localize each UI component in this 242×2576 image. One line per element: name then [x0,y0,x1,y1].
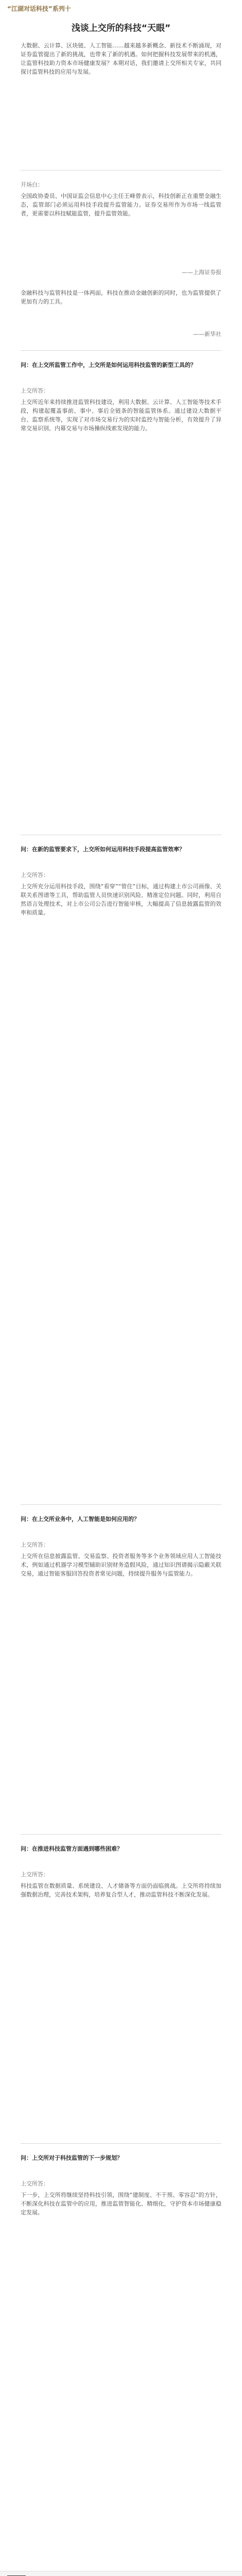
question-5: 问：上交所对于科技监管的下一步规划？ [21,2155,123,2161]
answer-2: 上交所充分运用科技手段，围绕“看穿”“管住”目标，通过构建上市公司画像、关联关系图谱等工具，帮助监管人员快速识别风险、精准定位问题。同时，利用自然语言处理技术，对上市公司公告进行智能审核，大幅提高了信息披露监管的效率和质量。 [21,883,221,916]
preface-signature-2: ——新华社 [193,331,221,337]
divider [21,2143,221,2144]
preface-paragraph-2: 金融科技与监管科技是一体两面，科技在推动金融创新的同时，也为监管提供了更加有力的工具。 [21,290,221,305]
series-tag: “江湖对话科技”系列十 [7,5,71,12]
divider [21,350,221,351]
answer-label: 上交所答： [21,1541,49,1548]
answer-3: 上交所在信息披露监管、交易监察、投资者服务等多个业务领域应用人工智能技术，例如通过机器学习模型辅助识别财务造假风险，通过知识图谱揭示隐蔽关联交易，通过智能客服回答投资者常见问题，持续提升服务与监管能力。 [21,1553,221,1577]
answer-label: 上交所答： [21,2180,49,2187]
page-title: 浅谈上交所的科技“天眼” [71,23,171,33]
divider [21,1834,221,1835]
divider [21,1504,221,1505]
divider [21,170,221,171]
answer-label: 上交所答： [21,1871,49,1878]
answer-label: 上交所答： [21,387,49,394]
preface-signature: ——上海证券报 [182,269,221,276]
preface-label: 开场白： [21,181,43,188]
question-2: 问：在新的监管要求下，上交所如何运用科技手段提高监管效率？ [21,846,185,853]
answer-label: 上交所答： [21,872,49,878]
footer-bar [0,2571,242,2576]
question-4: 问：在推进科技监管方面遇到哪些困难？ [21,1845,123,1852]
question-3: 问：在上交所业务中，人工智能是如何应用的？ [21,1516,140,1522]
answer-4: 科技监管在数据质量、系统建设、人才储备等方面仍面临挑战。上交所将持续加强数据治理，完善技术架构，培养复合型人才，推动监管科技不断深化发展。 [21,1883,221,1898]
answer-5: 下一步，上交所将继续坚持科技引领，围绕“建制度、不干预、零容忍”的方针，不断深化科技在监管中的应用，推进监管智能化、精细化，守护资本市场健康稳定发展。 [21,2192,221,2216]
intro-paragraph: 大数据、云计算、区块链、人工智能……越来越多新概念、新技术不断涌现，对证券监管提出了新的挑战，也带来了新的机遇。如何把握科技发展带来的机遇，让监管科技助力资本市场健康发展？本期对话，我们邀请上交所相关专家，共同探讨监管科技的应用与发展。 [21,42,221,75]
answer-1: 上交所近年来持续推进监管科技建设，利用大数据、云计算、人工智能等技术手段，构建起覆盖事前、事中、事后全链条的智能监管体系。通过建设大数据平台、监察系统等，实现了对市场交易行为的实时监控与智能分析，有效提升了异常交易识别、内幕交易与市场操纵线索发现的能力。 [21,399,221,432]
question-1: 问：在上交所监管工作中，上交所是如何运用科技监管的新型工具的？ [21,362,196,368]
preface-paragraph-1: 全国政协委员、中国证监会信息中心主任王峰曾表示，科技创新正在重塑金融生态，监管部门必须运用科技手段提升监管能力。证券交易所作为市场一线监管者，更需要以科技赋能监管，提升监管效能。 [21,193,221,217]
